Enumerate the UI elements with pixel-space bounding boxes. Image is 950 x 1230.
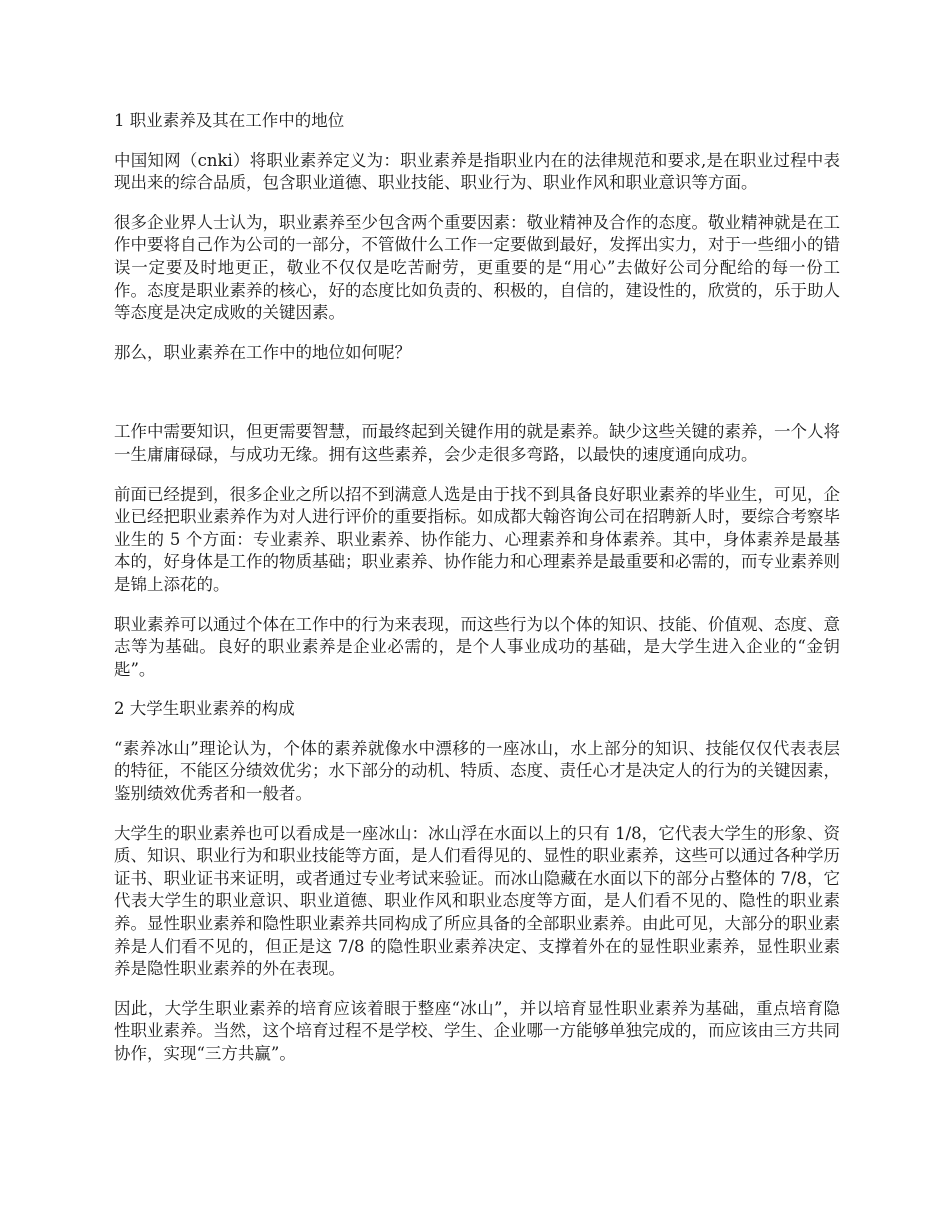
paragraph-iceberg-theory: “素养冰山”理论认为，个体的素养就像水中漂移的一座冰山，水上部分的知识、技能仅仅代表表层的特征，不能区分绩效优劣；水下部分的动机、特质、态度、责任心才是决定人的行为的关键因素，鉴别绩效优秀者和一般者。	[114, 738, 840, 804]
blank-spacer	[114, 381, 840, 421]
section-heading-1: 1 职业素养及其在工作中的地位	[114, 111, 345, 130]
document-body	[114, 110, 840, 1083]
paragraph-iceberg-students: 大学生的职业素养也可以看成是一座冰山：冰山浮在水面以上的只有 1/8，它代表大学生的形象、资质、知识、职业行为和职业技能等方面，是人们看得见的、显性的职业素养，这些可以通过各种学历证书、职业证书来证明，或者通过专业考试来验证。而冰山隐藏在水面以下的部分占整体的 7/8，它代表大学生的职业意识、职业道德、职业作风和职业态度等方面，是人们看不见的、隐性的职业素养。显性职业素养和隐性职业素养共同构成了所应具备的全部职业素养。由此可见，大部分的职业素养是人们看不见的，但正是这 7/8 的隐性职业素养决定、支撑着外在的显性职业素养，显性职业素养是隐性职业素养的外在表现。	[114, 823, 840, 979]
paragraph-cnki-definition: 中国知网（cnki）将职业素养定义为：职业素养是指职业内在的法律规范和要求,是在职业过程中表现出来的综合品质，包含职业道德、职业技能、职业行为、职业作风和职业意识等方面。	[114, 150, 840, 193]
paragraph-conclusion: 因此，大学生职业素养的培育应该着眼于整座“冰山”，并以培育显性职业素养为基础，重点培育隐性职业素养。当然，这个培育过程不是学校、学生、企业哪一方能够单独完成的，而应该由三方共同协作，实现“三方共赢”。	[114, 998, 840, 1063]
paragraph-knowledge-wisdom: 工作中需要知识，但更需要智慧，而最终起到关键作用的就是素养。缺少这些关键的素养，一个人将一生庸庸碌碌，与成功无缘。拥有这些素养，会少走很多弯路，以最快的速度通向成功。	[114, 422, 840, 464]
paragraph-question: 那么，职业素养在工作中的地位如何呢？	[114, 342, 411, 362]
paragraph-behavior: 职业素养可以通过个体在工作中的行为来表现，而这些行为以个体的知识、技能、价值观、态度、意志等为基础。良好的职业素养是企业必需的，是个人事业成功的基础，是大学生进入企业的“金钥匙”。	[114, 614, 840, 679]
paragraph-recruitment: 前面已经提到，很多企业之所以招不到满意人选是由于找不到具备良好职业素养的毕业生，可见，企业已经把职业素养作为对人进行评价的重要指标。如成都大翰咨询公司在招聘新人时，要综合考察毕业生的 5 个方面：专业素养、职业素养、协作能力、心理素养和身体素养。其中，身体素养是最基本的，好身体是工作的物质基础；职业素养、协作能力和心理素养是最重要和必需的，而专业素养则是锦上添花的。	[114, 484, 840, 594]
section-heading-2: 2 大学生职业素养的构成	[114, 699, 295, 719]
paragraph-dedication-attitude: 很多企业界人士认为，职业素养至少包含两个重要因素：敬业精神及合作的态度。敬业精神就是在工作中要将自己作为公司的一部分，不管做什么工作一定要做到最好，发挥出实力，对于一些细小的错误一定要及时地更正，敬业不仅仅是吃苦耐劳，更重要的是“用心”去做好公司分配给的每一份工作。态度是职业素养的核心，好的态度比如负责的、积极的，自信的，建设性的，欣赏的，乐于助人等态度是决定成败的关键因素。	[114, 212, 840, 323]
